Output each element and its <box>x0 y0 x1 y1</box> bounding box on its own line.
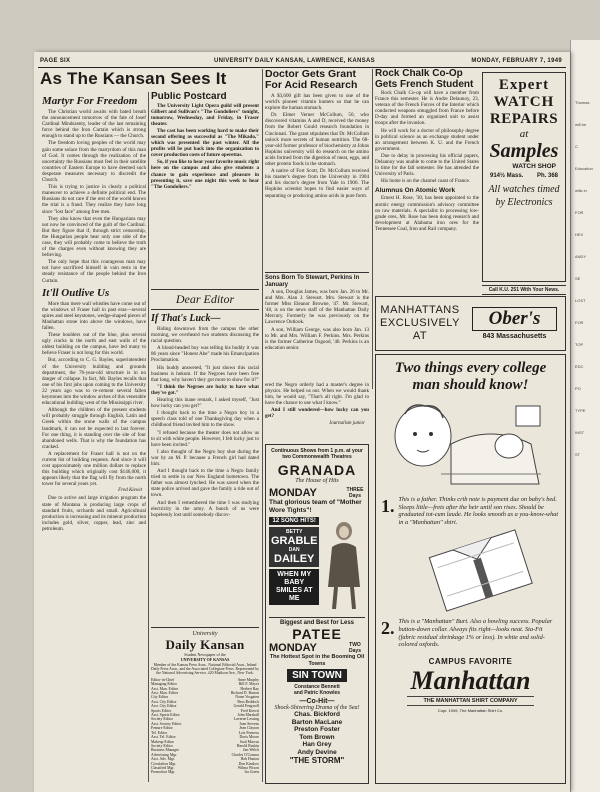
masthead-line: Member of the Kansas Press Assn., National Editorial Assn., Inland Daily Press Assn., and the Associated Collegiate Press. Represented by the National Advertising Service, 420 Madison Ave., New York. <box>151 662 259 676</box>
acid-para: Dr. Elmer Verner McCollum, 50, who discovered vitamins A and D, received the money from the Robert Gould research foundation in Cincinnati. The grant stipulates that Dr. McCollum unlock more secrets of human nutrition. The 68-year-old former professor of biochemistry at Johns Hopkins university will do research on the amino acids formed from the digestion of meat, eggs, and other protein foods in the stomach. <box>265 112 369 168</box>
patee-name: PATEE <box>292 626 342 642</box>
masthead-university: University <box>192 631 218 637</box>
staff-role: Circulation Mgr. <box>151 761 177 766</box>
staff-role: Sports Editor <box>151 708 172 713</box>
staff-role: Tel. Editor <box>151 730 168 735</box>
staff-name: Bob Huston <box>240 757 259 762</box>
martyr-para: They also know that even the Hungarians may not now be convinced of the guilt of the Cardinal. But they figure that if, through strict censorship, the Hungarian people hear only one side of the case, they will probably come to believe the truth of the charges even without knowing they are believing. <box>42 215 146 259</box>
father-illustration <box>381 394 560 496</box>
star-photo <box>322 517 366 614</box>
obers-ad <box>375 296 566 351</box>
martyr-headline: Martyr For Freedom <box>42 95 138 107</box>
patee-day: MONDAY <box>269 642 317 654</box>
manhattan-company: THE MANHATTAN SHIRT COMPANY <box>407 696 534 706</box>
co-hit-cast: Tom Brown <box>299 733 335 741</box>
letter-para: I also thought of the Negro boy shot during the war by an M. P. because a French girl had dated him. <box>151 448 259 467</box>
editorial-title: As The Kansan Sees It <box>40 69 258 89</box>
staff-row <box>151 770 259 774</box>
granada-day: MONDAY <box>269 487 317 499</box>
masthead-name: Daily Kansan <box>165 637 245 652</box>
outlive-headline: It'll Outlive Us <box>42 286 110 299</box>
staff-role: Advertising Mgr. <box>151 752 178 757</box>
granada-tagline-2: That glorious team of "Mother Wore Tights"! <box>269 499 362 514</box>
movie-title: WHEN MY BABY SMILES AT ME <box>269 569 319 605</box>
column-divider <box>262 69 263 782</box>
staff-role: City Editor <box>151 695 168 700</box>
samples-name: Samples <box>489 140 559 162</box>
star-name: DAILEY <box>274 553 315 565</box>
co-hit-cast: Barton MacLane <box>291 718 343 726</box>
staff-role: Asst. Tel. Editor <box>151 735 176 740</box>
staff-name: Laverne Lessing <box>233 717 259 722</box>
montana-para: Due to active and large irrigation program the state of Montana is producing large crops of standard fruits, orchards and small. Agricultural production is increasing and its mineral production includes gold, silver, copper, lead, zinc and petroleum. <box>42 495 146 532</box>
manhattan-copyright: Copr. 1949, The Manhattan Shirt Co. <box>437 707 504 713</box>
manhattan-logo: Manhattan <box>410 665 531 695</box>
letter-para: Hearing this inane remark, I asked myself, "Just how lucky can you get?" <box>151 397 259 410</box>
staff-name: Wilma Wixon <box>237 765 259 770</box>
granada-days: THREE Days <box>346 487 364 499</box>
letter-para: And I still wondered—how lucky can you get? <box>265 407 369 420</box>
samples-line: WATCH <box>493 94 555 110</box>
sons-headline: Sons Born To Stewart, Perkins In January <box>265 275 360 288</box>
adjacent-page-edge <box>570 40 600 792</box>
staff-role: Promotion Mgr. <box>151 770 176 775</box>
edge-text: LOST <box>575 298 586 303</box>
theatre-hours: Continuous Shows from 1 p.m. at your two Commonwealth Theatres <box>271 448 363 460</box>
staff-list <box>151 678 259 775</box>
edge-text: ST <box>575 452 581 457</box>
letters-column <box>151 289 259 624</box>
paper-title: UNIVERSITY DAILY KANSAN, LAWRENCE, KANSAS <box>214 58 375 64</box>
co-hit-title: "THE STORM" <box>289 756 345 765</box>
letter-para: "I refused because the theater does not allow us to sit with white people. However, I felt lucky just to have been invited." <box>151 429 259 448</box>
masthead-line: UNIVERSITY OF KANSAS <box>180 656 230 662</box>
outlive-para: But, according to C. G. Bayles, superintendent of the University building and grounds department, the 76-year-old structure is in no danger of collapse. In fact, Mr. Bayles recalls that one of his first jobs upon coming to the University 22 years ago was to re-cement several fallen keystones into the window arches of this venerable educational building west of the Mississippi river. <box>42 357 146 407</box>
folio-rule <box>38 67 566 68</box>
staff-role: Makeup Editor <box>151 739 174 744</box>
staff-name: Ira Green <box>244 770 259 775</box>
song-hits-badge: 12 SONG HITS! <box>269 517 319 525</box>
staff-role: Asst. Society Editor <box>151 721 182 726</box>
staff-role: Classified Mgr. <box>151 765 175 770</box>
staff-role: Asst. Adv. Mgr. <box>151 757 175 762</box>
edge-text: FOR <box>575 320 584 325</box>
staff-name: Charles O'Connor <box>231 752 259 757</box>
exclusive-text: MANHATTANS EXCLUSIVELY AT <box>380 304 460 342</box>
samples-phone: Ph. 368 <box>536 173 558 179</box>
column-divider <box>148 92 149 782</box>
staff-role: Asst. City Editor <box>151 704 177 709</box>
edge-text: TYPE <box>575 408 586 413</box>
masthead-line: Student Newspaper of the <box>184 652 226 657</box>
staff-role: Business Manager <box>151 748 179 753</box>
manhattan-headline: Two things every college man should know! <box>394 360 547 393</box>
co-hit-cast: Chas. Bickford <box>294 711 340 718</box>
samples-ad <box>482 72 566 282</box>
edge-text: ANDY <box>575 254 587 259</box>
edge-text: TOP <box>575 342 584 347</box>
date-line: MONDAY, FEBRUARY 7, 1949 <box>471 58 562 64</box>
call-news-line: Call K.U. 251 With Your News. <box>482 285 566 295</box>
alumnus-headline: Alumnus On Atomic Work <box>375 187 456 195</box>
staff-role: Feature Editor <box>151 726 173 731</box>
letter-para: And I thought back to the time a Negro family tried to settle in our New England hometown. The father was almost lynched. He was saved when the state police arrived and gave the family a ride out of town. <box>151 468 259 499</box>
outlive-para: Although the children of the present students will probably struggle through English, Latin and Greek within the stone walls of the campus landmark, it can not be expected to last forever. For one thing, it is standing over the site of four abandoned wells. That is why the foundation has cracked. <box>42 407 146 450</box>
edge-text: FOR <box>575 210 584 215</box>
patee-tagline: The Hottest Spot in the Booming Oil Towns <box>269 654 365 667</box>
staff-name: Jim Welch <box>243 748 259 753</box>
star-name: DAN <box>288 547 300 553</box>
letter-para: His buddy answered, "It just shows this racial business is hokum. If the Negroes have been free that long, why haven't they got more to show for it?" <box>151 364 259 383</box>
staff-name: Richard D. Burton <box>230 691 259 696</box>
staff-role: Society Editor <box>151 743 173 748</box>
obers-address: 843 Massachusetts <box>482 333 547 340</box>
sons-para: A son, William George, was also born Jan. 13 to Mr. and Mrs. William F. Perkins. Mrs. Perkins is the former Catherine Osgood, '46. Perkins is an education senior. <box>265 326 369 351</box>
edge-text: C. <box>575 144 579 149</box>
staff-name: John Marshall <box>237 713 259 718</box>
staff-name: Herbert Ray <box>240 686 259 691</box>
edge-text: wills in <box>575 188 587 193</box>
postcard-para: The University Light Opera guild will present Gilbert and Sullivan's "The Gondoliers" tonight, tomorrow, Wednesday, and Friday, in Fraser theater. <box>151 102 259 127</box>
acid-para: A native of Fort Scott, Dr. McCollum received his master's degree from the University in 1904 and his doctor's degree from Yale in 1906. The Hopkins scientist hopes to find easier ways of separating or producing amino acids in pure form. <box>265 168 369 199</box>
edge-text: will be <box>575 122 587 127</box>
postcard-para: So, if you like to hear your favorite music right here on the campus and also give students a chance to gain experience and pleasure in presenting it, save one night this week to hear "The Gondoliers." <box>151 159 259 190</box>
alumnus-para: Ernest H. Rose, '30, has been appointed to the atomic energy commission's advisory committee on raw materials. A specialist in processing low-grade ores, Mr. Rose has been doing research and development at Alabama iron ores for the Tennessee Coal, Iron and Rail company. <box>375 195 479 232</box>
acid-para: A $3,600 gift has been given to one of the world's pioneer vitamin hunters so that he can explore the human stomach. <box>265 93 369 112</box>
postcard-headline: Public Postcard <box>151 92 227 102</box>
staff-name: Lois Fentress <box>238 730 259 735</box>
film-cast: Constance Bennett <box>294 684 340 690</box>
dear-editor-label: Dear Editor <box>151 289 259 310</box>
staff-name: Fred Kiewit <box>240 708 259 713</box>
staff-name: Bess Reddoch <box>237 699 259 704</box>
staff-role: Asst. Man. Editor <box>151 686 178 691</box>
staff-name: Don Kinslow <box>238 761 259 766</box>
staff-name: Doris Moore <box>239 735 259 740</box>
masthead-box <box>151 627 259 787</box>
obers-logo: Ober's <box>472 307 557 331</box>
staff-name: Jean Clayton <box>239 726 259 731</box>
martyr-para: The Christian world awaits with bated breath the announcement tomorrow of the fate of Josef Cardinal Mindszenty, leader of the last remaining force behind the Iron Curtain which is strong enough to stand up to the Russians — the Church. <box>42 109 146 140</box>
edge-text: SE <box>575 276 581 281</box>
acid-story <box>265 69 369 269</box>
letter-para: I thought back to the time a Negro boy in a speech class told of one Thanksgiving day when a childhood friend invited him to the show. <box>151 410 259 429</box>
newspaper-page <box>34 52 570 792</box>
postcard-column <box>151 92 259 287</box>
letter-para: Riding downtown from the campus the other morning, we overheard two students discussing the racial question. <box>151 326 259 345</box>
rockchalk-para: His home is on the channel coast of France. <box>381 178 470 185</box>
staff-role: Managing Editor <box>151 682 177 687</box>
staff-role: Asst. Sports Editor <box>151 713 180 718</box>
samples-guarantee: All watches timed by Electronics <box>488 184 560 208</box>
letter-para: And then I remembered the time I was studying electricity in the army. A bunch of us were hopelessly lost until somebody discov- <box>151 499 259 518</box>
page-number: PAGE SIX <box>40 58 71 64</box>
film-title: SIN TOWN <box>287 669 347 682</box>
patee-slogan: Biggest and Best for Less <box>269 617 365 626</box>
item-one-text: This is a father. Thinks crib note is payment due on baby's bed. Sleeps little—frets after the heir until son rises. Should be graduated tot-cum laude. He looks smooth as a you-know-what in a "Manhattan" shirt. <box>398 496 559 526</box>
letter-para: "I think the Negroes are lucky to have what they've got." <box>151 383 259 396</box>
staff-name: Joan Stevens <box>239 721 259 726</box>
outlive-para: A replacement for Fraser hall is not on the current list of building requests. And since it will cost approximately one million dollars to replace this building which originally cost $146,000, it appears likely that the flag will fly from the north tower for several years yet. <box>42 450 146 488</box>
edge-text: Thomas <box>575 100 590 105</box>
staff-name: Saul Marcus <box>239 739 259 744</box>
granada-name: GRANADA <box>277 462 357 478</box>
postcard-para: The cast has been working hard to make their second offering as successful as "The Mikado," which was presented the past winter. All the profits will be put back into the organization to cover production costs of future operettas. <box>151 127 259 159</box>
samples-shop: WATCH SHOP <box>512 163 556 170</box>
staff-role: Editor-in-Chief <box>151 677 175 682</box>
letter-headline: If That's Luck— <box>151 313 221 324</box>
sons-para: A son, Douglas James, was born Jan. 26 to Mr. and Mrs. Alan J. Stewart. Mrs. Stewart is the former Miss Eleanor Browne, '47. Mr. Stewart, '48, is on the news staff of the Manhattan Daily Mercury. Formerly he was previously on the Lawrence Outlook. <box>265 289 369 326</box>
staff-name: Gerald Fengwell <box>233 704 259 709</box>
film-cast: and Patric Knowles <box>293 690 341 696</box>
samples-at: at <box>519 128 529 140</box>
martyr-para: The freedom loving peoples of the world may gain some solace from the martyrdom of this man of God. It comes through the realization of the uncertainty the Russians must feel in their satellite countries of Eastern Europe to have deemed such desperate measures necessary to discredit the Church. <box>42 140 146 184</box>
edge-text: Education <box>575 166 593 171</box>
rockchalk-headline: Rock Chalk Co-Op Gets French Student <box>375 69 474 90</box>
co-hit-label: —Co-Hit— <box>299 698 335 705</box>
staff-name: Bill F. Mayer <box>238 682 259 687</box>
co-hit-cast: Preston Foster <box>294 726 340 733</box>
editorial-header <box>40 69 258 89</box>
theatre-ad <box>265 444 369 784</box>
campus-favorite: CAMPUS FAVORITE <box>428 656 513 666</box>
star-name: BETTY <box>286 529 303 535</box>
item-number: 1. <box>381 496 395 516</box>
shirt-illustration <box>381 526 560 618</box>
manhattan-ad <box>375 354 566 784</box>
martyr-para: This is trying to justice in clearly a political maneuver to achieve a definite political end. The Russians do not care if the rest of the world knows the trial is a fraud. They realize they have long since "lost face" among free men. <box>42 184 146 215</box>
item-two-text: This is a "Manhattan" Burt. Also a howling success. Popular button-down collar. Always fits right—looks neat. Sta-Fit (fabric residual shrinkage 1% or less). In white and solid-colored oxfords. <box>398 618 553 649</box>
staff-name: Harold Ruskin <box>236 743 259 748</box>
rockchalk-para: Due to delay in processing his official papers, Delaunoy was unable to come to the United States in time for the fall semester. He has attended the University of Paris. <box>375 152 479 178</box>
patee-days: TWO Days <box>349 642 361 654</box>
granada-tagline: The House of Hits <box>295 478 339 484</box>
outlive-byline: Fred Kiewit <box>118 488 142 494</box>
samples-line: Expert <box>498 77 550 93</box>
column-divider <box>372 69 373 389</box>
letter-continued <box>265 382 369 442</box>
edge-text: HEX <box>575 232 584 237</box>
rockchalk-para: Rock Chalk Co-op will have a member from France this semester. He is Andre Delaunoy, 23, veteran of the French Forces of the Interior which conducted weapons smuggled from France before D-day and formed an organized unit to assist troops after the invasion. <box>375 90 479 127</box>
edge-text: INST <box>575 430 585 435</box>
editorial-column-1 <box>42 92 146 782</box>
letter-para: A blond-headed boy was telling his buddy it was 86 years since "Honest Abe" made his Emancipation Proclamation. <box>151 345 259 364</box>
staff-name: Norm Vosgaten <box>235 695 259 700</box>
letter-para: ered the Negro orderly had a master's degree in physics. He helped us out. When we would thank him, he would say, "That's all right. I'm glad to have the chance to use what I know." <box>265 382 369 407</box>
rockchalk-para: He will work for a doctor of philosophy degree in political science as an exchange student under an arrangement between K. U. and the French government. <box>375 127 479 152</box>
sons-story <box>265 272 369 382</box>
staff-role: Asst. Man. Editor <box>151 691 178 696</box>
edge-text: PO <box>575 386 581 391</box>
samples-address: 914½ Mass. <box>490 173 524 179</box>
samples-line: REPAIRS <box>489 111 559 127</box>
acid-headline: Doctor Gets Grant For Acid Research <box>265 69 358 91</box>
staff-role: Society Editor <box>151 717 173 722</box>
item-number: 2. <box>381 618 395 639</box>
co-hit-cast: Han Grey <box>302 741 332 748</box>
staff-name: Anne Murphy <box>237 677 259 682</box>
outlive-para: More than mere wall whistles have come out of the windows of Fraser hall in past eras—several spires and steel keystones, wedge-shaped pieces of Manhattan stone into above the windows, have fallen. <box>42 300 146 331</box>
martyr-para: The only hope that this courageous man may not have sacrificed himself in vain rests in the steady resistance of the people behind the Iron Curtain. <box>42 259 146 284</box>
outlive-para: These boulders out of the blue, plus several ugly cracks in the north and east walls of the oldest building on the campus, have led many to believe Fraser is not long for this world. <box>42 332 146 357</box>
star-name: GRABLE <box>271 535 318 547</box>
edge-text: EDC <box>575 364 584 369</box>
letter-byline: Journalism junior <box>329 420 365 426</box>
co-hit-tagline: Shock-Shivering Drama of the Sea! <box>274 705 360 711</box>
staff-role: Asst. City Editor <box>151 699 177 704</box>
co-hit-cast: Andy Devine <box>297 748 337 756</box>
